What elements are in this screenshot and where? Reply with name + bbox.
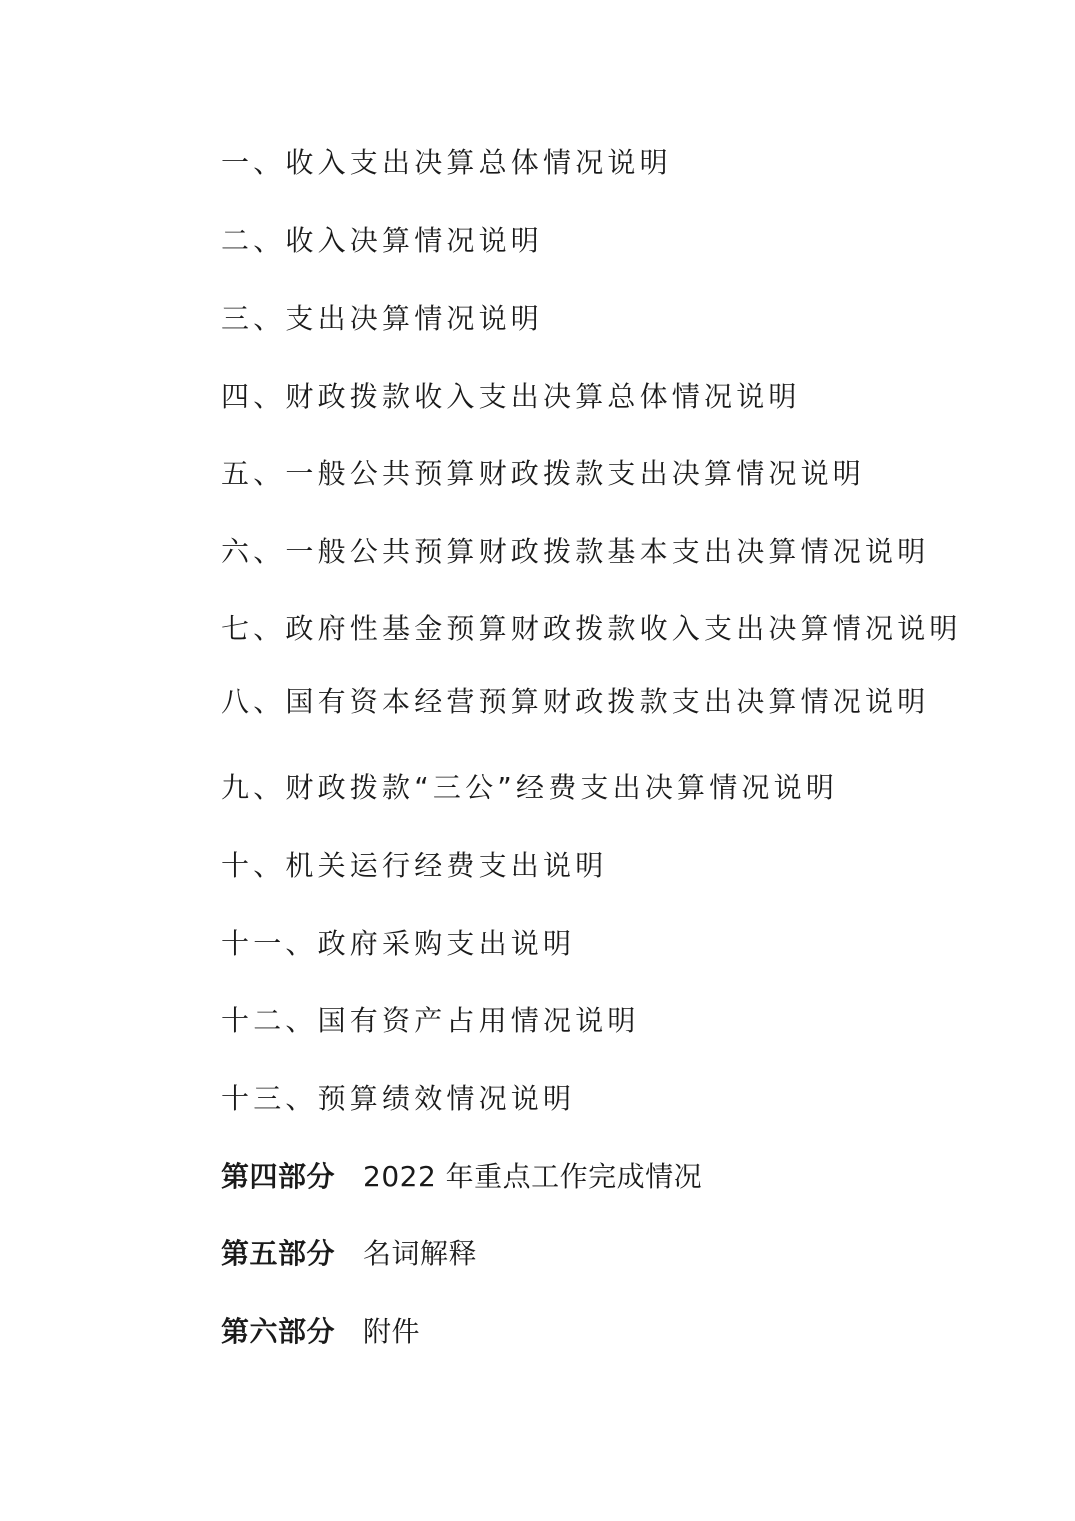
part-label: 第五部分 bbox=[221, 1237, 336, 1270]
toc-item-4: 四、财政拨款收入支出决算总体情况说明 bbox=[221, 380, 801, 413]
toc-item-12: 十二、国有资产占用情况说明 bbox=[221, 1004, 640, 1037]
toc-item-5: 五、一般公共预算财政拨款支出决算情况说明 bbox=[221, 457, 866, 490]
toc-item-9: 九、财政拨款“三公”经费支出决算情况说明 bbox=[221, 771, 839, 804]
part-heading-4 bbox=[221, 1157, 702, 1197]
toc-item-7: 七、政府性基金预算财政拨款收入支出决算情况说明 bbox=[221, 612, 962, 645]
toc-item-10: 十、机关运行经费支出说明 bbox=[221, 849, 608, 882]
toc-item-6: 六、一般公共预算财政拨款基本支出决算情况说明 bbox=[221, 535, 930, 568]
part-title: 附件 bbox=[363, 1315, 421, 1348]
part-heading-5 bbox=[221, 1234, 477, 1274]
toc-item-13: 十三、预算绩效情况说明 bbox=[221, 1082, 576, 1115]
toc-item-11: 十一、政府采购支出说明 bbox=[221, 927, 576, 960]
part-title: 2022 年重点工作完成情况 bbox=[363, 1160, 703, 1193]
toc-item-8: 八、国有资本经营预算财政拨款支出决算情况说明 bbox=[221, 685, 930, 718]
toc-item-2: 二、收入决算情况说明 bbox=[221, 224, 544, 257]
part-label: 第四部分 bbox=[221, 1160, 336, 1193]
part-label: 第六部分 bbox=[221, 1315, 336, 1348]
toc-item-3: 三、支出决算情况说明 bbox=[221, 302, 544, 335]
part-heading-6 bbox=[221, 1312, 420, 1352]
part-title: 名词解释 bbox=[363, 1237, 478, 1270]
toc-item-1: 一、收入支出决算总体情况说明 bbox=[221, 146, 672, 179]
